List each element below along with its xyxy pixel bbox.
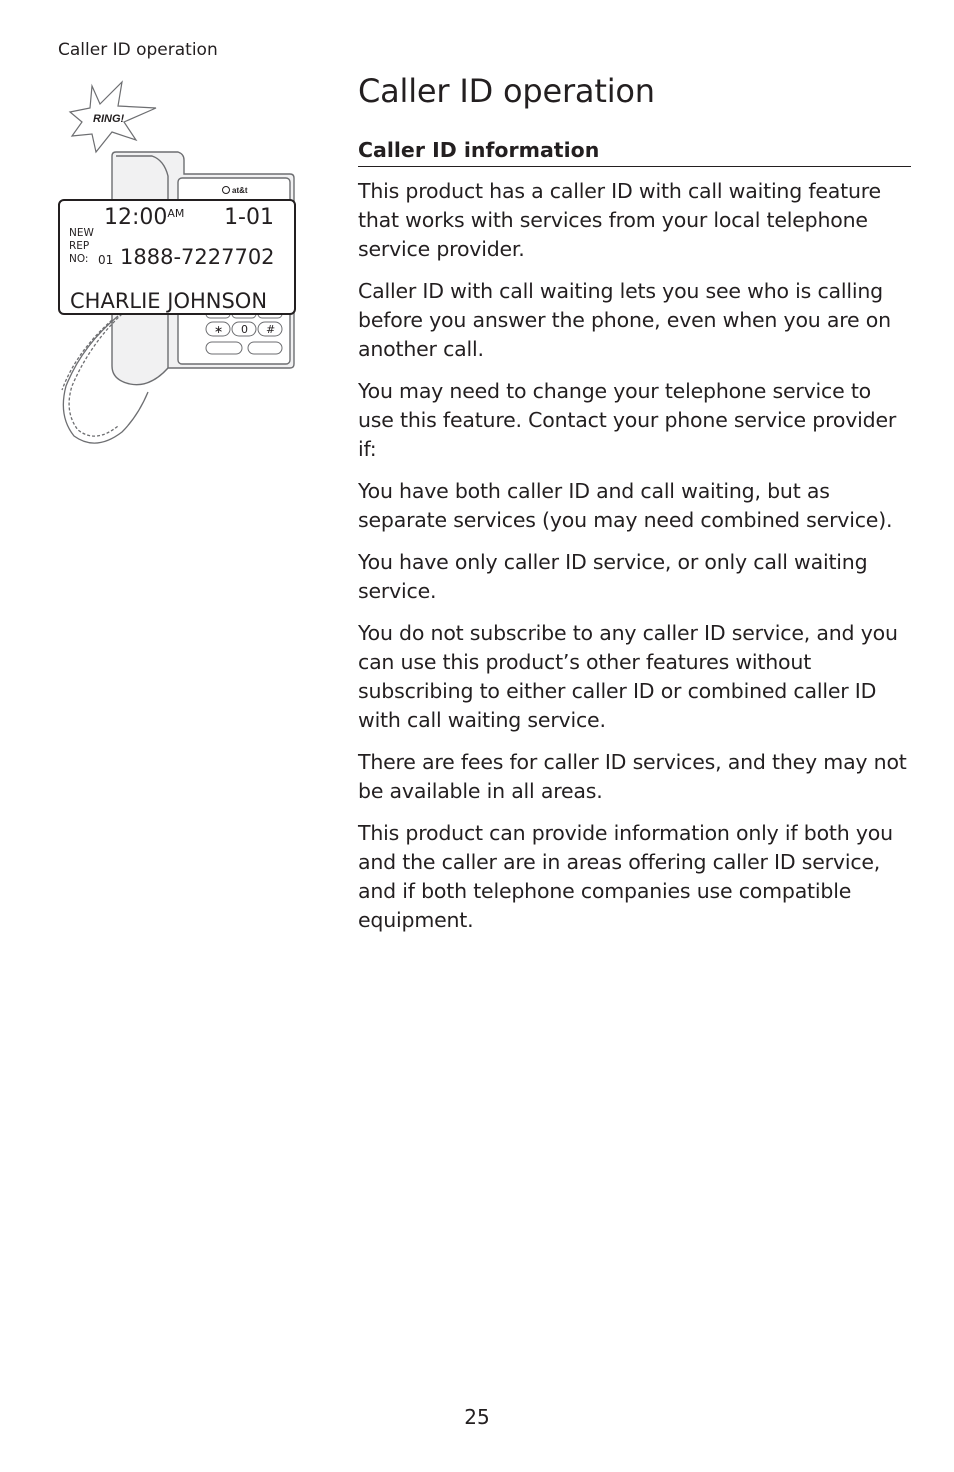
display-time: $12:00^{AM}$	[104, 205, 185, 230]
main-content	[358, 72, 911, 948]
key-star: ∗	[214, 323, 224, 336]
caller-id-display	[58, 199, 296, 315]
ring-burst-icon	[70, 82, 156, 152]
paragraph: Caller ID with call waiting lets you see who is calling before you answer the phone, even when you are on another call.	[358, 279, 891, 361]
display-phone-number: 1888-7227702	[120, 245, 275, 269]
paragraph: This product can provide information only if both you and the caller are in areas offering caller ID service, and if both telephone companies use compatible equipment.	[358, 821, 893, 932]
display-date: 1-01	[224, 205, 274, 230]
key-zero: 0	[241, 323, 248, 336]
paragraph: This product has a caller ID with call waiting feature that works with services from your local telephone service provider.	[358, 179, 881, 261]
display-flags	[69, 227, 94, 266]
display-caller-name: CHARLIE JOHNSON	[70, 289, 268, 313]
paragraph: You do not subscribe to any caller ID service, and you can use this product’s other features without subscribing to either caller ID or combined caller ID with call waiting service.	[358, 621, 898, 732]
page-number: 25	[464, 1405, 490, 1429]
page-title: Caller ID operation	[358, 72, 655, 110]
flag-rep: REP	[69, 240, 90, 252]
paragraph: You may need to change your telephone service to use this feature. Contact your phone service provider if:	[358, 379, 897, 461]
paragraph: You have both caller ID and call waiting, but as separate services (you may need combined service).	[358, 479, 893, 532]
paragraph: You have only caller ID service, or only call waiting service.	[358, 550, 868, 603]
key-hash: #	[266, 323, 276, 336]
ring-label: RING!	[93, 113, 125, 125]
display-ampm: AM	[167, 207, 185, 220]
flag-no: NO:	[69, 253, 89, 265]
flag-new: NEW	[69, 227, 94, 239]
section-heading: Caller ID information	[358, 138, 911, 167]
brand-logo: at&t	[232, 186, 248, 195]
display-call-index: 01	[98, 253, 114, 267]
paragraph: There are fees for caller ID services, and they may not be available in all areas.	[358, 750, 907, 803]
running-head: Caller ID operation	[58, 40, 218, 60]
